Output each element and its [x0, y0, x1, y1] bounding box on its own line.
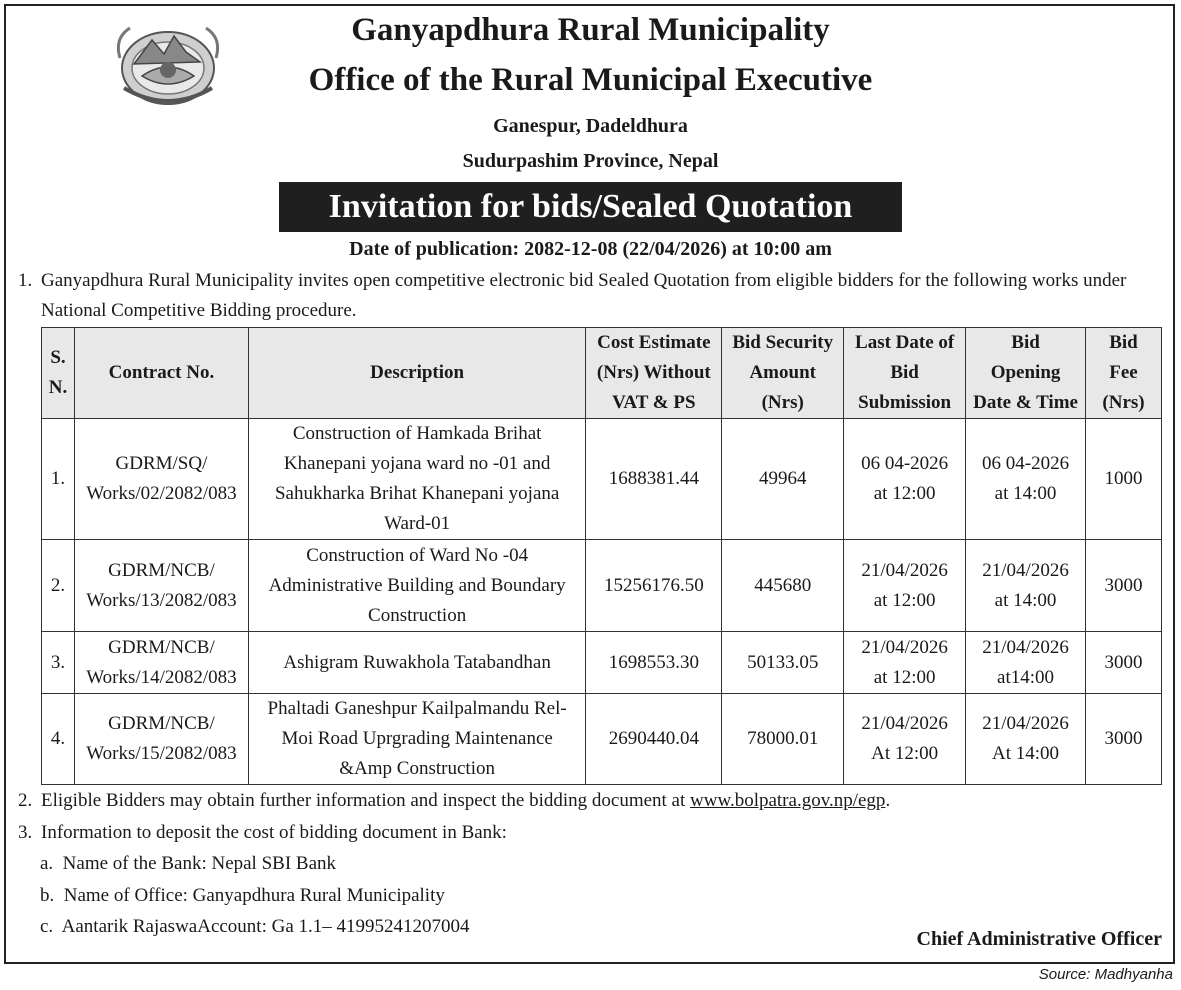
cell-opening: 21/04/2026 At 14:00	[966, 694, 1086, 785]
cell-cost: 1688381.44	[586, 419, 722, 540]
municipality-title: Ganyapdhura Rural Municipality	[351, 12, 830, 48]
cell-last-date: 21/04/2026 at 12:00	[844, 632, 966, 694]
cell-last-date: 21/04/2026 at 12:00	[844, 540, 966, 632]
table-row	[42, 540, 1162, 632]
cell-sn: 4.	[42, 694, 75, 785]
cell-cost: 15256176.50	[586, 540, 722, 632]
cell-security: 50133.05	[722, 632, 844, 694]
table-row	[42, 632, 1162, 694]
cell-contract: GDRM/NCB/ Works/14/2082/083	[74, 632, 248, 694]
cell-contract: GDRM/SQ/ Works/02/2082/083	[74, 419, 248, 540]
cell-security: 445680	[722, 540, 844, 632]
table-header-row	[42, 328, 1162, 419]
address-line-1: Ganespur, Dadeldhura	[493, 115, 688, 137]
cell-cost: 2690440.04	[586, 694, 722, 785]
cell-opening: 06 04-2026 at 14:00	[966, 419, 1086, 540]
cell-sn: 2.	[42, 540, 75, 632]
point-2	[18, 786, 1168, 816]
header-contract-no: Contract No.	[74, 328, 248, 419]
cell-fee: 3000	[1086, 694, 1162, 785]
header-bid-fee: Bid Fee (Nrs)	[1086, 328, 1162, 419]
cell-contract: GDRM/NCB/ Works/13/2082/083	[74, 540, 248, 632]
header-cost-estimate: Cost Estimate (Nrs) Without VAT & PS	[586, 328, 722, 419]
address-line-2: Sudurpashim Province, Nepal	[462, 150, 719, 172]
notice-title-banner: Invitation for bids/Sealed Quotation	[279, 182, 902, 232]
cell-fee: 3000	[1086, 632, 1162, 694]
source-credit: Source: Madhyanha	[1038, 966, 1173, 983]
point-2-number: 2.	[18, 790, 33, 811]
publication-date: Date of publication: 2082-12-08 (22/04/2026) at 10:00 am	[349, 238, 832, 260]
header-description: Description	[248, 328, 585, 419]
point-2-end: .	[885, 790, 891, 811]
point-3-text: Information to deposit the cost of bidding document in Bank:	[41, 822, 507, 843]
cell-description: Ashigram Ruwakhola Tatabandhan	[248, 632, 585, 694]
cell-cost: 1698553.30	[586, 632, 722, 694]
cell-fee: 1000	[1086, 419, 1162, 540]
cell-opening: 21/04/2026 at14:00	[966, 632, 1086, 694]
cell-fee: 3000	[1086, 540, 1162, 632]
office-title: Office of the Rural Municipal Executive	[308, 62, 873, 98]
cell-description: Construction of Hamkada Brihat Khanepani yojana ward no -01 and Sahukharka Brihat Khanepani yojana Ward-01	[248, 419, 585, 540]
bolpatra-link[interactable]: www.bolpatra.gov.np/egp	[690, 790, 886, 811]
table-row	[42, 419, 1162, 540]
cell-sn: 3.	[42, 632, 75, 694]
cell-description: Construction of Ward No -04 Administrative Building and Boundary Construction	[248, 540, 585, 632]
cell-description: Phaltadi Ganeshpur Kailpalmandu Rel- Moi Road Uprgrading Maintenance &Amp Construction	[248, 694, 585, 785]
header-bid-security: Bid Security Amount (Nrs)	[722, 328, 844, 419]
office-name-item: b. Name of Office: Ganyapdhura Rural Municipality	[40, 885, 445, 906]
header-last-date: Last Date of Bid Submission	[844, 328, 966, 419]
cell-last-date: 06 04-2026 at 12:00	[844, 419, 966, 540]
cell-contract: GDRM/NCB/ Works/15/2082/083	[74, 694, 248, 785]
point-3-number: 3.	[18, 822, 33, 843]
header-opening: Bid Opening Date & Time	[966, 328, 1086, 419]
table-row	[42, 694, 1162, 785]
header-sn: S. N.	[42, 328, 75, 419]
intro-paragraph	[18, 266, 1168, 326]
bids-table	[41, 327, 1162, 785]
cell-last-date: 21/04/2026 At 12:00	[844, 694, 966, 785]
point-2-text: Eligible Bidders may obtain further information and inspect the bidding document at	[41, 790, 691, 811]
cell-opening: 21/04/2026 at 14:00	[966, 540, 1086, 632]
intro-number: 1.	[18, 270, 33, 291]
cell-security: 49964	[722, 419, 844, 540]
signoff: Chief Administrative Officer	[916, 928, 1162, 950]
intro-text: Ganyapdhura Rural Municipality invites open competitive electronic bid Sealed Quotation from eligible bidders for the following works under National Competitive Bidding procedure.	[41, 270, 1127, 321]
bank-name-item: a. Name of the Bank: Nepal SBI Bank	[40, 853, 337, 874]
point-3	[18, 818, 1168, 848]
account-item: c. Aantarik RajaswaAccount: Ga 1.1– 41995241207004	[40, 916, 470, 937]
cell-sn: 1.	[42, 419, 75, 540]
cell-security: 78000.01	[722, 694, 844, 785]
